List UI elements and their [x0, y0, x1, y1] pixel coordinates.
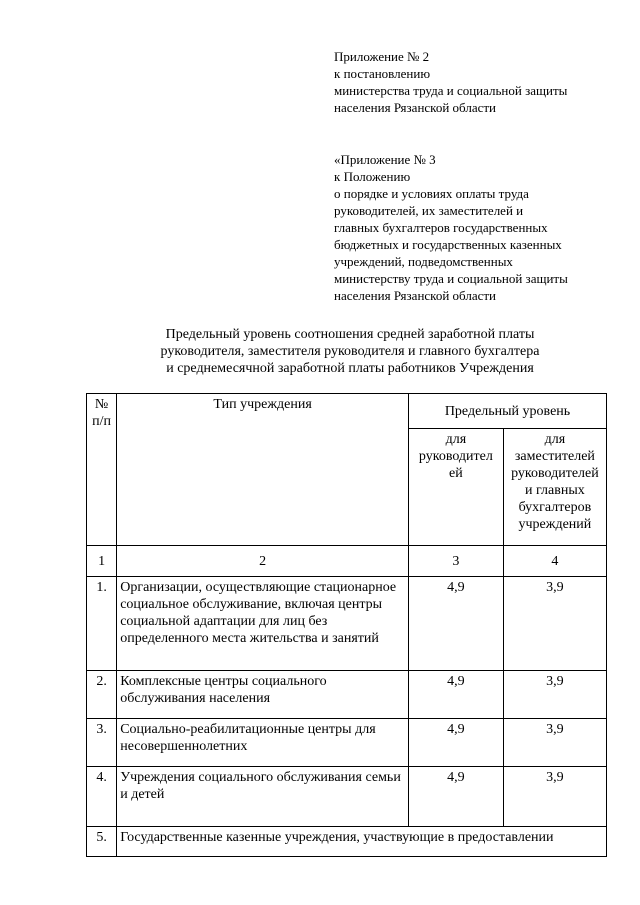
appendix-2-line: к постановлению: [334, 66, 431, 81]
col-deputy-header: для заместителей руководителей и главных бухгалтеров учреждений: [503, 429, 606, 546]
table-header-row: [87, 394, 607, 429]
head-ratio: 4,9: [408, 671, 503, 719]
appendix-3-line: министерству труда и социальной защиты: [334, 271, 568, 286]
appendix-2-header: [334, 48, 567, 116]
numbering-cell: 4: [503, 546, 606, 577]
table-numbering-row: [87, 546, 607, 577]
title-line: Предельный уровень соотношения средней заработной платы: [165, 327, 535, 342]
institution-type: Социально-реабилитационные центры для несовершеннолетних: [117, 719, 409, 767]
institution-type: Государственные казенные учреждения, участвующие в предоставлении: [117, 827, 607, 857]
numbering-cell: 1: [87, 546, 117, 577]
deputy-ratio: 3,9: [503, 577, 606, 671]
row-number: 1.: [87, 577, 117, 671]
col-num-header: № п/п: [87, 394, 117, 546]
row-number: 2.: [87, 671, 117, 719]
row-number: 4.: [87, 767, 117, 827]
deputy-ratio: 3,9: [503, 767, 606, 827]
institution-type: Комплексные центры социального обслуживания населения: [117, 671, 409, 719]
title-line: и среднемесячной заработной платы работников Учреждения: [166, 361, 534, 376]
deputy-ratio: 3,9: [503, 671, 606, 719]
row-number: 3.: [87, 719, 117, 767]
appendix-3-line: учреждений, подведомственных: [334, 254, 513, 269]
appendix-2-line: министерства труда и социальной защиты: [334, 83, 568, 98]
numbering-cell: 2: [117, 546, 409, 577]
appendix-3-line: о порядке и условиях оплаты труда: [334, 186, 529, 201]
row-number: 5.: [87, 827, 117, 857]
document-title: [60, 326, 640, 377]
ratio-table: [86, 393, 607, 857]
institution-type: Организации, осуществляющие стационарное социальное обслуживание, включая центры социальной адаптации для лиц без определенного места жительства и занятий: [117, 577, 409, 671]
table-row: [87, 827, 607, 857]
appendix-3-line: руководителей, их заместителей и: [334, 203, 524, 218]
appendix-3-line: главных бухгалтеров государственных: [334, 220, 548, 235]
institution-type: Учреждения социального обслуживания семьи и детей: [117, 767, 409, 827]
appendix-2-line: населения Рязанской области: [334, 100, 496, 115]
head-ratio: 4,9: [408, 577, 503, 671]
table-row: [87, 671, 607, 719]
appendix-3-line: к Положению: [334, 169, 411, 184]
appendix-3-line: населения Рязанской области: [334, 288, 496, 303]
appendix-2-title: Приложение № 2: [334, 49, 430, 64]
title-line: руководителя, заместителя руководителя и главного бухгалтера: [160, 344, 540, 359]
appendix-3-line: бюджетных и государственных казенных: [334, 237, 562, 252]
col-limit-header: Предельный уровень: [408, 394, 606, 429]
col-type-header: Тип учреждения: [117, 394, 409, 546]
numbering-cell: 3: [408, 546, 503, 577]
deputy-ratio: 3,9: [503, 719, 606, 767]
appendix-3-title: «Приложение № 3: [334, 152, 436, 167]
table-row: [87, 719, 607, 767]
head-ratio: 4,9: [408, 719, 503, 767]
table-row: [87, 577, 607, 671]
appendix-3-header: [334, 151, 568, 304]
col-head-header: для руководител ей: [408, 429, 503, 546]
head-ratio: 4,9: [408, 767, 503, 827]
table-row: [87, 767, 607, 827]
